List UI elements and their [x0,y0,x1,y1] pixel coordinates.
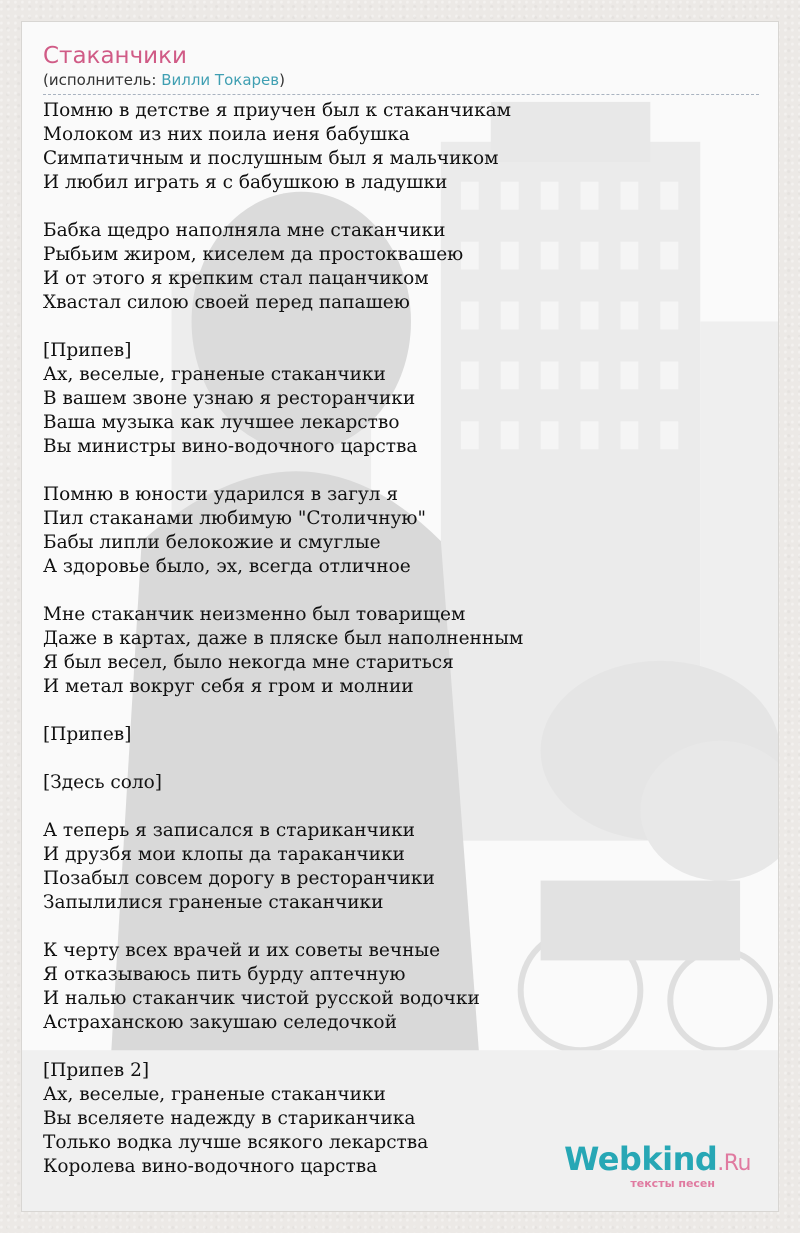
logo-tagline: тексты песен [630,1177,715,1190]
lyric-line: [Припев] [43,340,132,361]
lyric-line: К черту всех врачей и их советы вечные [43,940,441,961]
stanza-gap [43,747,759,771]
stanza-gap [43,579,759,603]
lyric-line: Вы вселяете надежду в стариканчика [43,1108,416,1129]
lyric-line: Позабыл совсем дорогу в ресторанчики [43,868,435,889]
lyric-line: Молоком из них поила иеня бабушка [43,124,410,145]
performer-prefix: (исполнитель: [43,71,162,89]
lyric-line: Помню в юности ударился в загул я [43,484,399,505]
lyric-line: И любил играть я с бабушкою в ладушки [43,172,448,193]
logo-wordmark: Webkind [564,1140,718,1178]
lyric-line: Ах, веселые, граненые стаканчики [43,364,386,385]
lyric-line: И друзбя мои клопы да тараканчики [43,844,405,865]
lyric-line: Астраханскою закушаю селедочкой [43,1012,397,1033]
lyric-line: Хвастал силою своей перед папашею [43,292,410,313]
stanza-gap [43,315,759,339]
lyric-line: Запылилися граненые стаканчики [43,892,384,913]
lyric-line: Бабка щедро наполняла мне стаканчики [43,220,446,241]
site-logo[interactable] [564,1142,751,1190]
logo-tld: .Ru [717,1151,751,1176]
lyric-line: Рыбьим жиром, киселем да простоквашею [43,244,464,265]
lyrics-card [21,21,779,1212]
lyric-line: [Припев] [43,724,132,745]
lyric-line: В вашем звоне узнаю я ресторанчики [43,388,416,409]
song-title: Стаканчики [43,43,187,69]
performer-line [43,70,759,95]
lyric-line: Помню в детстве я приучен был к стаканчикам [43,100,512,121]
lyric-line: Пил стаканами любимую "Столичную" [43,508,427,529]
lyric-line: А теперь я записался в стариканчики [43,820,416,841]
lyric-line: И метал вокруг себя я гром и молнии [43,676,414,697]
lyric-line: Мне стаканчик неизменно был товарищем [43,604,466,625]
stanza-gap [43,795,759,819]
stanza-gap [43,1035,759,1059]
lyric-line: Только водка лучше всякого лекарства [43,1132,429,1153]
performer-link[interactable]: Вилли Токарев [161,71,280,89]
lyric-line: Ваша музыка как лучшее лекарство [43,412,400,433]
stanza-gap [43,699,759,723]
lyric-line: Симпатичным и послушным был я мальчиком [43,148,499,169]
stanza-gap [43,915,759,939]
lyric-line: И налью стаканчик чистой русской водочки [43,988,480,1009]
lyric-line: Бабы липли белокожие и смуглые [43,532,381,553]
lyric-line: Ах, веселые, граненые стаканчики [43,1084,386,1105]
lyrics-text [43,99,759,1179]
lyric-line: Даже в картах, даже в пляске был наполненным [43,628,524,649]
lyric-line: А здоровье было, эх, всегда отличное [43,556,411,577]
song-header [43,42,759,95]
lyric-line: Я был весел, было некогда мне стариться [43,652,454,673]
performer-suffix: ) [279,71,285,89]
stanza-gap [43,195,759,219]
lyric-line: Королева вино-водочного царства [43,1156,378,1177]
lyric-line: [Здесь соло] [43,772,163,793]
lyric-line: Я отказываюсь пить бурду аптечную [43,964,406,985]
stanza-gap [43,459,759,483]
lyric-line: [Припев 2] [43,1060,150,1081]
lyric-line: И от этого я крепким стал пацанчиком [43,268,429,289]
lyric-line: Вы министры вино-водочного царства [43,436,418,457]
